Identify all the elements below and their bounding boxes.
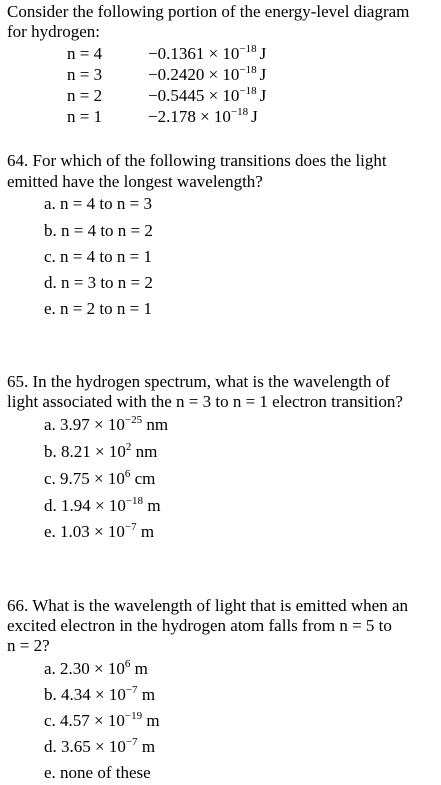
question-text: emitted have the longest wavelength?	[7, 172, 263, 191]
choice-exponent: 6	[124, 658, 131, 670]
answer-choice: c. n = 4 to n = 1	[44, 247, 152, 266]
choice-exponent: 6	[124, 468, 131, 480]
choice-value: e. 1.03 × 10	[44, 522, 125, 541]
choice-unit: m	[140, 522, 155, 541]
choice-value: d. 1.94 × 10	[44, 496, 126, 515]
intro-line-1: Consider the following portion of the energy-level diagram	[7, 2, 410, 21]
choice-value: c. 4.57 × 10	[44, 711, 125, 730]
answer-choice	[44, 415, 168, 437]
energy-unit: J	[251, 107, 258, 126]
question-text: light associated with the n = 3 to n = 1 electron transition?	[7, 392, 403, 411]
answer-choice	[44, 685, 155, 707]
choice-value: b. 8.21 × 10	[44, 442, 126, 461]
energy-unit: J	[259, 86, 267, 105]
choice-exponent: −7	[125, 684, 138, 696]
level-energy	[148, 86, 266, 108]
choice-exponent: −19	[124, 710, 143, 722]
energy-mantissa: −0.1361 × 10	[148, 44, 240, 63]
energy-mantissa: −2.178 × 10	[148, 107, 231, 126]
level-n: n = 3	[67, 65, 103, 84]
choice-unit: nm	[146, 415, 169, 434]
choice-exponent: −7	[125, 736, 138, 748]
level-energy	[148, 65, 266, 87]
intro-line-2: for hydrogen:	[7, 22, 101, 41]
answer-choice	[44, 711, 160, 733]
choice-unit: m	[134, 659, 148, 678]
energy-exponent: −18	[239, 64, 257, 76]
energy-exponent: −18	[239, 43, 257, 55]
energy-unit: J	[259, 44, 267, 63]
answer-choice	[44, 442, 157, 464]
question-text: excited electron in the hydrogen atom falls from n = 5 to	[7, 616, 392, 635]
energy-mantissa: −0.2420 × 10	[148, 65, 240, 84]
level-n: n = 4	[67, 44, 103, 63]
level-energy	[148, 44, 266, 66]
answer-choice: a. n = 4 to n = 3	[44, 194, 152, 213]
answer-choice	[44, 737, 155, 759]
choice-unit: m	[141, 737, 156, 756]
choice-value: d. 3.65 × 10	[44, 737, 126, 756]
question-text: 66. What is the wavelength of light that is emitted when an	[7, 596, 408, 615]
choice-unit: m	[147, 496, 161, 515]
choice-unit: nm	[135, 442, 158, 461]
choice-value: c. 9.75 × 10	[44, 469, 125, 488]
answer-choice	[44, 763, 151, 783]
choice-unit: m	[146, 711, 160, 730]
choice-unit: m	[141, 685, 156, 704]
answer-choice: d. n = 3 to n = 2	[44, 273, 153, 292]
energy-exponent: −18	[230, 106, 249, 118]
answer-choice	[44, 522, 154, 544]
energy-exponent: −18	[239, 85, 257, 97]
choice-value: e. none of these	[44, 763, 151, 782]
choice-exponent: −25	[124, 414, 143, 426]
choice-exponent: 2	[125, 441, 132, 453]
choice-exponent: −18	[125, 495, 144, 507]
question-text: n = 2?	[7, 636, 50, 655]
answer-choice	[44, 469, 155, 491]
answer-choice	[44, 496, 161, 518]
level-energy	[148, 107, 258, 129]
choice-value: a. 2.30 × 10	[44, 659, 125, 678]
level-n: n = 1	[67, 107, 103, 126]
energy-unit: J	[259, 65, 267, 84]
answer-choice: b. n = 4 to n = 2	[44, 221, 153, 240]
choice-value: b. 4.34 × 10	[44, 685, 126, 704]
question-text: 64. For which of the following transitions does the light	[7, 151, 387, 170]
choice-value: a. 3.97 × 10	[44, 415, 125, 434]
answer-choice	[44, 659, 148, 681]
energy-mantissa: −0.5445 × 10	[148, 86, 240, 105]
answer-choice: e. n = 2 to n = 1	[44, 299, 152, 318]
choice-exponent: −7	[124, 521, 137, 533]
choice-unit: cm	[134, 469, 156, 488]
level-n: n = 2	[67, 86, 103, 105]
question-text: 65. In the hydrogen spectrum, what is the wavelength of	[7, 372, 390, 391]
